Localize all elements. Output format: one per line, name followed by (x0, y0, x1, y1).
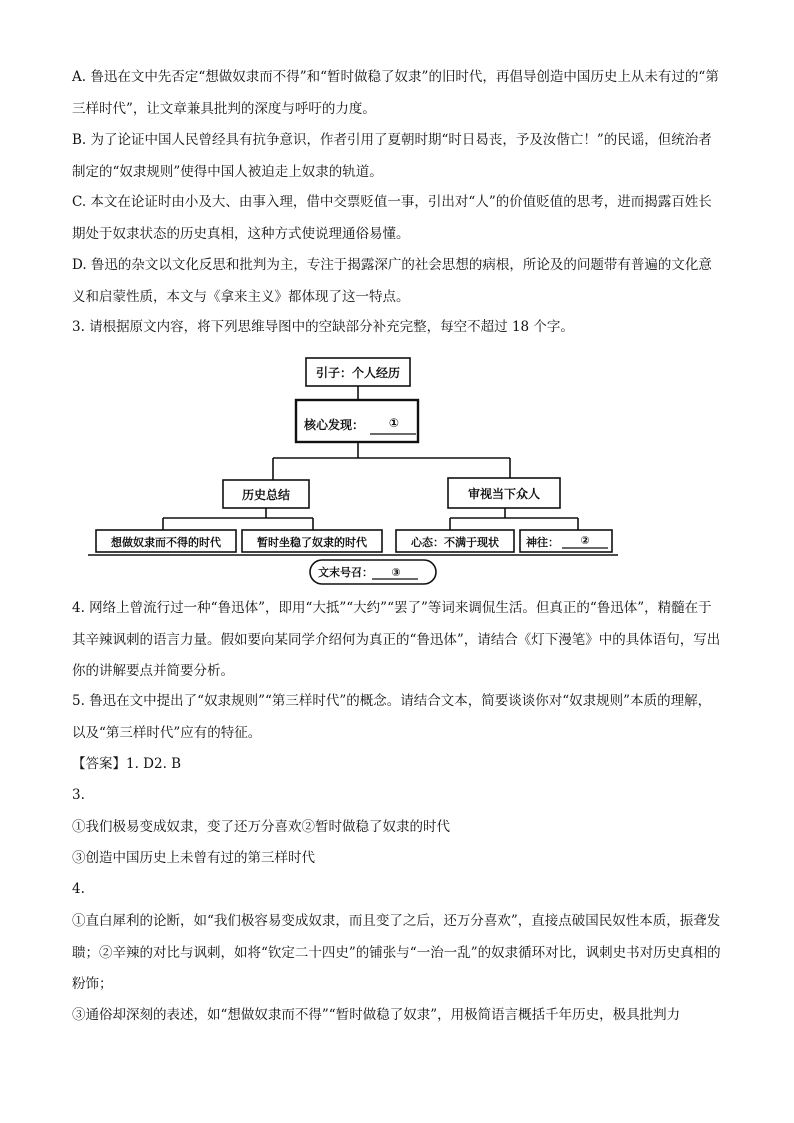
core-label: 核心发现： (304, 418, 365, 432)
answer-label: 【答案】 (72, 756, 126, 772)
end-label: 文末号召： (318, 566, 373, 579)
leaf-label-1: 想做奴隶而不得的时代 (111, 536, 221, 549)
answer-3-line-1: ①我们极易变成奴隶，变了还万分喜欢②暂时做稳了奴隶的时代 (72, 819, 450, 835)
answer-3-line-2: ③创造中国历史上未曾有过的第三样时代 (72, 850, 315, 866)
history-label: 历史总结 (241, 488, 291, 502)
option-a: A. 鲁迅在文中先否定“想做奴隶而不得”和“暂时做稳了奴隶”的旧时代，再倡导创造中国历史上从未有过的“第三样时代”，让文章兼具批判的深度与呼吁的力度。 (72, 69, 719, 117)
answer-4-number: 4. (72, 881, 85, 897)
blank-3-marker: ③ (391, 566, 401, 579)
option-d: D. 鲁迅的杂文以文化反思和批判为主，专注于揭露深广的社会思想的病根，所论及的问题带有普遍的文化意义和启蒙性质，本文与《拿来主义》都体现了这一特点。 (72, 257, 712, 305)
leaf-label-3: 心态：不满于现状 (411, 536, 499, 549)
answer-4-part-1: ①直白犀利的论断，如“我们极容易变成奴隶，而且变了之后，还万分喜欢”，直接点破国民奴性本质，振聋发聩；②辛辣的对比与讽刺，如将“钦定二十四史”的铺张与“一治一乱”的奴隶循环对比，讽刺史书对历史真相的粉饰； (72, 913, 721, 992)
leaf-label-2: 暂时坐稳了奴隶的时代 (257, 536, 367, 549)
option-c: C. 本文在论证时由小及大、由事入理，借中交票贬值一事，引出对“人”的价值贬值的思考，进而揭露百姓长期处于奴隶状态的历史真相，这种方式使说理通俗易懂。 (72, 194, 712, 242)
intro-label: 引子：个人经历 (315, 366, 401, 380)
answer-3-number: 3. (72, 787, 85, 803)
question-5: 5. 鲁迅在文中提出了“奴隶规则”“第三样时代”的概念。请结合文本，简要谈谈你对“奴隶规则”本质的理解，以及“第三样时代”应有的特征。 (72, 693, 712, 741)
question-4: 4. 网络上曾流行过一种“鲁迅体”，即用“大抵”“大约”“罢了”等词来调侃生活。但真正的“鲁迅体”，精髓在于其辛辣讽刺的语言力量。假如要向某同学介绍何为真正的“鲁迅体”，请结合《灯下漫笔》中的具体语句，写出你的讲解要点并简要分析。 (72, 600, 721, 679)
leaf-label-4: 神往： (526, 536, 559, 549)
review-label: 审视当下众人 (467, 487, 541, 501)
answer-4-part-2: ③通俗却深刻的表述，如“想做奴隶而不得”“暂时做稳了奴隶”，用极简语言概括千年历史，极具批判力 (72, 1007, 681, 1023)
answer-header (72, 749, 724, 781)
answer-1-2: 1. D2. B (126, 756, 182, 772)
blank-2-marker: ② (580, 534, 590, 547)
blank-1-marker: ① (388, 416, 400, 430)
question-3: 3. 请根据原文内容，将下列思维导图中的空缺部分补充完整，每空不超过 18 个字。 (72, 319, 574, 335)
mind-map-diagram (78, 350, 638, 595)
option-b: B. 为了论证中国人民曾经具有抗争意识，作者引用了夏朝时期“时日曷丧，予及汝偕亡！”的民谣，但统治者制定的“奴隶规则”使得中国人被迫走上奴隶的轨道。 (72, 132, 712, 180)
